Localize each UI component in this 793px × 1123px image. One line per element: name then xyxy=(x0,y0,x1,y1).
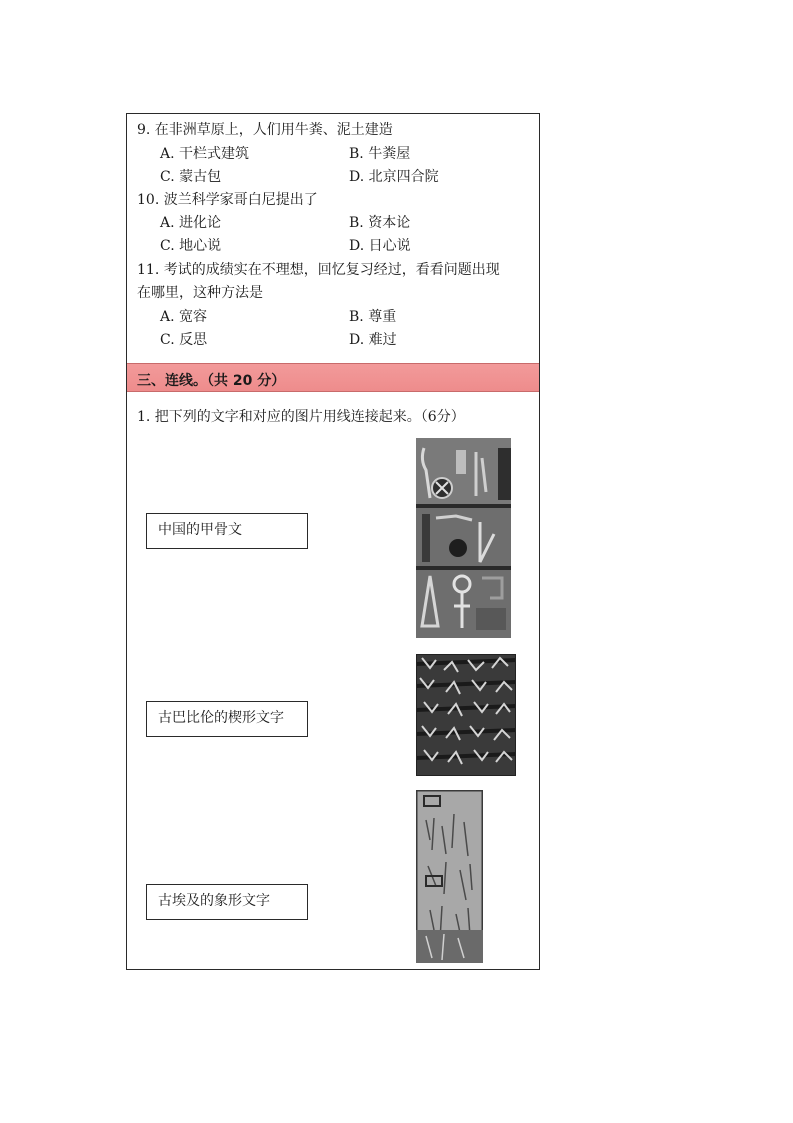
question-11-option-c[interactable]: C. 反思 xyxy=(160,332,208,348)
question-9-option-b[interactable]: B. 牛粪屋 xyxy=(349,146,411,162)
question-9-option-a[interactable]: A. 干栏式建筑 xyxy=(160,146,250,162)
question-11-stem-line2: 在哪里，这种方法是 xyxy=(137,285,263,301)
oracle-bone-image[interactable] xyxy=(416,790,483,963)
section-3-title: 三、连线。（共 20 分） xyxy=(137,373,286,389)
question-11-option-d[interactable]: D. 难过 xyxy=(349,332,397,348)
cuneiform-tablet-image[interactable] xyxy=(416,654,516,776)
hieroglyph-stone-image[interactable] xyxy=(416,438,511,638)
question-10-stem: 10. 波兰科学家哥白尼提出了 xyxy=(137,192,318,208)
question-9-option-d[interactable]: D. 北京四合院 xyxy=(349,169,439,185)
question-11-stem-line1: 11. 考试的成绩实在不理想，回忆复习经过，看看问题出现 xyxy=(137,262,500,278)
label-oracle-bone-script[interactable]: 中国的甲骨文 xyxy=(146,513,308,549)
question-10-option-d[interactable]: D. 日心说 xyxy=(349,238,411,254)
question-9-option-c[interactable]: C. 蒙古包 xyxy=(160,169,222,185)
question-9-stem: 9. 在非洲草原上，人们用牛粪、泥土建造 xyxy=(137,122,393,138)
label-cuneiform[interactable]: 古巴比伦的楔形文字 xyxy=(146,701,308,737)
question-10-option-a[interactable]: A. 进化论 xyxy=(160,215,222,231)
question-10-option-c[interactable]: C. 地心说 xyxy=(160,238,222,254)
matching-question-1: 1. 把下列的文字和对应的图片用线连接起来。（6分） xyxy=(137,409,465,425)
question-10-option-b[interactable]: B. 资本论 xyxy=(349,215,411,231)
section-3-header xyxy=(127,363,539,392)
question-11-option-b[interactable]: B. 尊重 xyxy=(349,309,397,325)
label-hieroglyphs[interactable]: 古埃及的象形文字 xyxy=(146,884,308,920)
question-11-option-a[interactable]: A. 宽容 xyxy=(160,309,208,325)
